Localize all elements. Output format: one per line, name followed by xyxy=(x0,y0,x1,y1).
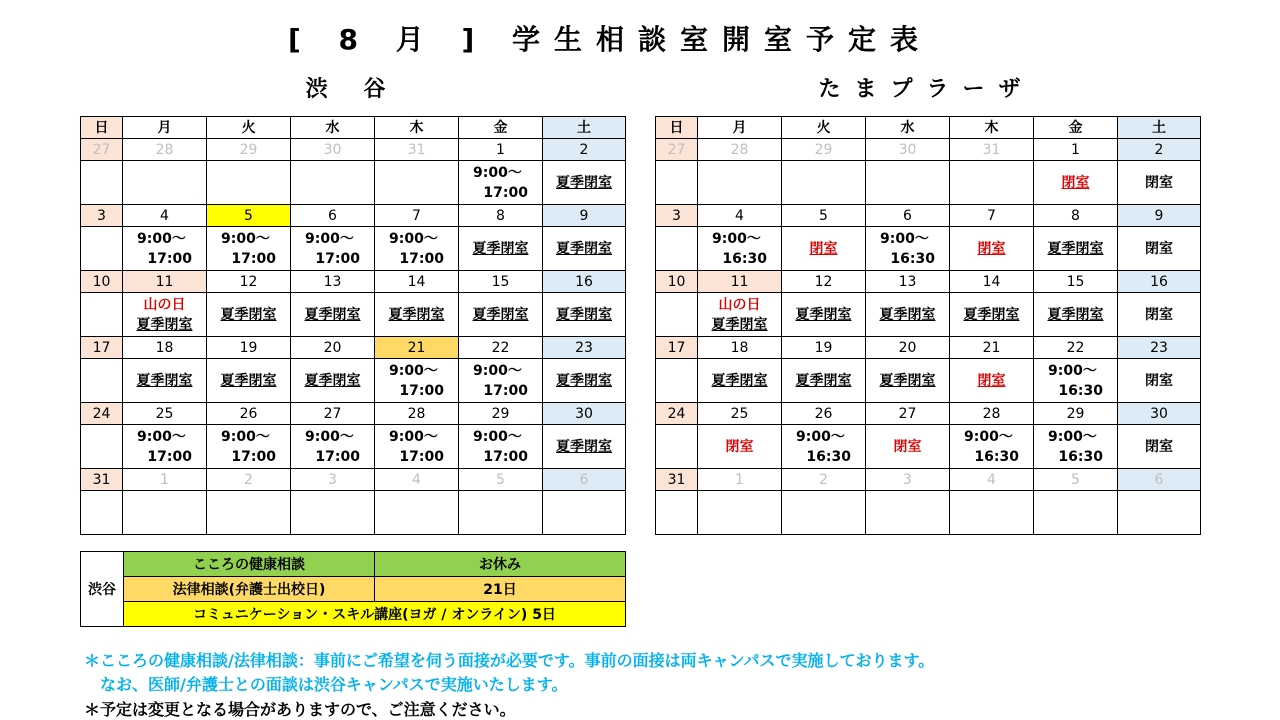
day-number: 24 xyxy=(81,403,123,425)
day-schedule xyxy=(291,359,375,403)
day-schedule xyxy=(1118,161,1201,205)
day-schedule xyxy=(543,227,626,271)
service-counseling-name: こころの健康相談 xyxy=(124,552,375,577)
day-number: 29 xyxy=(207,139,291,161)
day-number: 19 xyxy=(207,337,291,359)
note-line-3: ＊予定は変更となる場合がありますので、ご注意ください。 xyxy=(84,700,516,719)
schedule-text: 夏季閉室 xyxy=(556,174,612,191)
schedule-text: 夏季閉室 xyxy=(711,316,768,333)
schedule-text: 17:00 xyxy=(399,448,444,465)
day-number: 30 xyxy=(866,139,950,161)
service-counseling-value: お休み xyxy=(375,552,626,577)
day-schedule xyxy=(291,491,375,535)
schedule-text: 17:00 xyxy=(315,448,360,465)
schedule-text: 17:00 xyxy=(399,250,444,267)
day-number: 25 xyxy=(123,403,207,425)
day-schedule xyxy=(291,227,375,271)
day-schedule xyxy=(123,425,207,469)
day-number: 17 xyxy=(656,337,698,359)
schedule-text: 17:00 xyxy=(399,382,444,399)
day-number: 28 xyxy=(698,139,782,161)
day-schedule xyxy=(656,227,698,271)
day-schedule xyxy=(81,293,123,337)
day-number: 28 xyxy=(375,403,459,425)
day-schedule xyxy=(1034,161,1118,205)
schedule-text: 9:00〜 xyxy=(137,230,186,247)
day-schedule xyxy=(656,161,698,205)
schedule-text: 閉室 xyxy=(1061,174,1090,191)
schedule-text: 夏季閉室 xyxy=(472,306,529,323)
day-schedule xyxy=(291,425,375,469)
schedule-text: 9:00〜 xyxy=(221,230,270,247)
day-schedule xyxy=(698,491,782,535)
day-schedule xyxy=(123,161,207,205)
day-schedule xyxy=(866,293,950,337)
day-schedule xyxy=(375,491,459,535)
day-number: 31 xyxy=(81,469,123,491)
schedule-text: 夏季閉室 xyxy=(556,372,612,389)
service-legal-value: 21日 xyxy=(375,577,626,602)
day-schedule xyxy=(81,491,123,535)
weekday-header: 木 xyxy=(375,117,459,139)
schedule-text: 夏季閉室 xyxy=(963,306,1020,323)
day-schedule xyxy=(543,161,626,205)
day-number: 20 xyxy=(291,337,375,359)
day-number: 5 xyxy=(1034,469,1118,491)
day-number: 8 xyxy=(459,205,543,227)
day-number: 6 xyxy=(866,205,950,227)
day-schedule xyxy=(543,425,626,469)
day-schedule xyxy=(207,161,291,205)
day-schedule xyxy=(81,359,123,403)
schedule-text: 夏季閉室 xyxy=(220,306,277,323)
day-schedule xyxy=(1034,425,1118,469)
day-schedule xyxy=(1118,491,1201,535)
day-number: 1 xyxy=(698,469,782,491)
schedule-text: 夏季閉室 xyxy=(304,372,361,389)
day-schedule xyxy=(950,491,1034,535)
day-schedule xyxy=(656,359,698,403)
day-schedule xyxy=(375,227,459,271)
schedule-text: 9:00〜 xyxy=(221,428,270,445)
schedule-text: 17:00 xyxy=(315,250,360,267)
note-line-2: なお、医師/弁護士との面談は渋谷キャンパスで実施いたします。 xyxy=(100,675,568,694)
calendar-tama xyxy=(655,116,1201,535)
day-number: 26 xyxy=(782,403,866,425)
schedule-text: 夏季閉室 xyxy=(304,306,361,323)
day-schedule xyxy=(1118,227,1201,271)
day-schedule xyxy=(459,491,543,535)
weekday-header: 日 xyxy=(81,117,123,139)
day-number: 20 xyxy=(866,337,950,359)
day-number: 4 xyxy=(950,469,1034,491)
note-line-1: ＊こころの健康相談/法律相談：事前にご希望を伺う面接が必要です。事前の面接は両キャンパスで実施しております。 xyxy=(84,651,935,670)
day-number: 13 xyxy=(866,271,950,293)
schedule-text: 夏季閉室 xyxy=(879,306,936,323)
day-number: 14 xyxy=(950,271,1034,293)
schedule-text: 夏季閉室 xyxy=(1047,306,1104,323)
day-schedule xyxy=(656,425,698,469)
day-number: 12 xyxy=(782,271,866,293)
day-number: 6 xyxy=(291,205,375,227)
day-schedule xyxy=(698,293,782,337)
schedule-text: 17:00 xyxy=(147,250,192,267)
day-schedule xyxy=(543,491,626,535)
schedule-text: 夏季閉室 xyxy=(556,306,612,323)
day-number: 1 xyxy=(459,139,543,161)
day-number: 27 xyxy=(656,139,698,161)
day-schedule xyxy=(123,293,207,337)
schedule-text: 9:00〜 xyxy=(473,428,522,445)
schedule-text: 9:00〜 xyxy=(389,362,438,379)
schedule-text: 16:30 xyxy=(974,448,1019,465)
day-number: 22 xyxy=(1034,337,1118,359)
day-number: 25 xyxy=(698,403,782,425)
schedule-text: 夏季閉室 xyxy=(556,438,612,455)
day-number: 11 xyxy=(698,271,782,293)
schedule-text: 9:00〜 xyxy=(305,428,354,445)
day-number: 24 xyxy=(656,403,698,425)
weekday-header: 金 xyxy=(1034,117,1118,139)
schedule-text: 9:00〜 xyxy=(1048,428,1097,445)
day-schedule xyxy=(866,359,950,403)
day-number: 9 xyxy=(1118,205,1201,227)
day-number: 5 xyxy=(459,469,543,491)
day-number: 10 xyxy=(81,271,123,293)
day-schedule xyxy=(866,227,950,271)
services-campus-label: 渋谷 xyxy=(81,552,124,627)
day-schedule xyxy=(1118,425,1201,469)
day-schedule xyxy=(656,491,698,535)
day-schedule xyxy=(207,293,291,337)
day-number: 31 xyxy=(375,139,459,161)
day-schedule xyxy=(782,293,866,337)
day-schedule xyxy=(950,293,1034,337)
day-number: 4 xyxy=(375,469,459,491)
day-schedule xyxy=(543,359,626,403)
holiday-label: 山の日 xyxy=(718,296,761,313)
day-number: 3 xyxy=(656,205,698,227)
weekday-header: 土 xyxy=(543,117,626,139)
day-number: 2 xyxy=(543,139,626,161)
day-schedule xyxy=(207,359,291,403)
day-schedule xyxy=(1034,227,1118,271)
day-number: 14 xyxy=(375,271,459,293)
day-schedule xyxy=(375,359,459,403)
schedule-text: 夏季閉室 xyxy=(1047,240,1104,257)
day-schedule xyxy=(656,293,698,337)
day-number: 28 xyxy=(123,139,207,161)
schedule-text: 17:00 xyxy=(483,184,528,201)
schedule-text: 9:00〜 xyxy=(880,230,929,247)
day-number: 4 xyxy=(123,205,207,227)
day-schedule xyxy=(207,227,291,271)
day-schedule xyxy=(950,425,1034,469)
day-schedule xyxy=(698,161,782,205)
day-schedule xyxy=(375,161,459,205)
day-number: 2 xyxy=(1118,139,1201,161)
weekday-header: 月 xyxy=(123,117,207,139)
day-number: 10 xyxy=(656,271,698,293)
day-number: 30 xyxy=(1118,403,1201,425)
schedule-text: 閉室 xyxy=(1145,438,1173,455)
schedule-text: 17:00 xyxy=(483,382,528,399)
schedule-text: 夏季閉室 xyxy=(879,372,936,389)
day-schedule xyxy=(459,425,543,469)
day-schedule xyxy=(950,227,1034,271)
day-schedule xyxy=(698,425,782,469)
schedule-text: 17:00 xyxy=(483,448,528,465)
day-number: 13 xyxy=(291,271,375,293)
schedule-text: 9:00〜 xyxy=(1048,362,1097,379)
day-number: 21 xyxy=(375,337,459,359)
day-number: 23 xyxy=(1118,337,1201,359)
day-number: 8 xyxy=(1034,205,1118,227)
weekday-header: 火 xyxy=(207,117,291,139)
day-number: 19 xyxy=(782,337,866,359)
calendar-shibuya xyxy=(80,116,626,535)
services-table xyxy=(80,551,626,627)
weekday-header: 水 xyxy=(291,117,375,139)
schedule-text: 閉室 xyxy=(1145,372,1173,389)
day-number: 6 xyxy=(1118,469,1201,491)
day-number: 2 xyxy=(782,469,866,491)
day-schedule xyxy=(1034,491,1118,535)
day-schedule xyxy=(291,161,375,205)
schedule-text: 閉室 xyxy=(1145,306,1173,323)
day-schedule xyxy=(123,491,207,535)
day-schedule xyxy=(1118,293,1201,337)
schedule-text: 9:00〜 xyxy=(796,428,845,445)
day-number: 31 xyxy=(656,469,698,491)
day-number: 18 xyxy=(123,337,207,359)
weekday-header: 月 xyxy=(698,117,782,139)
schedule-text: 夏季閉室 xyxy=(711,372,768,389)
schedule-text: 16:30 xyxy=(806,448,851,465)
schedule-text: 16:30 xyxy=(722,250,767,267)
day-schedule xyxy=(459,161,543,205)
day-schedule xyxy=(291,293,375,337)
weekday-header: 金 xyxy=(459,117,543,139)
day-number: 16 xyxy=(543,271,626,293)
page-title: [ 8 月 ] 学生相談室開室予定表 xyxy=(287,23,933,56)
day-number: 21 xyxy=(950,337,1034,359)
day-schedule xyxy=(81,227,123,271)
schedule-text: 9:00〜 xyxy=(473,164,522,181)
day-number: 1 xyxy=(123,469,207,491)
schedule-text: 夏季閉室 xyxy=(136,316,193,333)
day-schedule xyxy=(207,425,291,469)
day-number: 3 xyxy=(291,469,375,491)
day-number: 1 xyxy=(1034,139,1118,161)
day-number: 29 xyxy=(459,403,543,425)
day-number: 29 xyxy=(782,139,866,161)
schedule-text: 16:30 xyxy=(890,250,935,267)
schedule-text: 16:30 xyxy=(1058,382,1103,399)
day-number: 27 xyxy=(866,403,950,425)
schedule-text: 9:00〜 xyxy=(389,428,438,445)
weekday-header: 水 xyxy=(866,117,950,139)
day-number: 7 xyxy=(950,205,1034,227)
weekday-header: 木 xyxy=(950,117,1034,139)
day-number: 15 xyxy=(1034,271,1118,293)
schedule-text: 9:00〜 xyxy=(712,230,761,247)
schedule-text: 閉室 xyxy=(1145,174,1173,191)
day-schedule xyxy=(950,359,1034,403)
holiday-label: 山の日 xyxy=(143,296,186,313)
day-schedule xyxy=(459,227,543,271)
schedule-text: 閉室 xyxy=(977,240,1006,257)
campus-title-shibuya: 渋 谷 xyxy=(305,77,400,102)
day-number: 2 xyxy=(207,469,291,491)
day-schedule xyxy=(698,359,782,403)
day-schedule xyxy=(1034,359,1118,403)
day-number: 27 xyxy=(81,139,123,161)
schedule-text: 夏季閉室 xyxy=(795,306,852,323)
day-schedule xyxy=(782,227,866,271)
day-number: 12 xyxy=(207,271,291,293)
schedule-text: 17:00 xyxy=(147,448,192,465)
day-number: 31 xyxy=(950,139,1034,161)
day-schedule xyxy=(123,359,207,403)
schedule-text: 16:30 xyxy=(1058,448,1103,465)
day-schedule xyxy=(375,425,459,469)
day-number: 23 xyxy=(543,337,626,359)
schedule-text: 閉室 xyxy=(809,240,838,257)
day-schedule xyxy=(866,161,950,205)
day-schedule xyxy=(123,227,207,271)
day-schedule xyxy=(950,161,1034,205)
day-number: 16 xyxy=(1118,271,1201,293)
schedule-text: 夏季閉室 xyxy=(136,372,193,389)
schedule-text: 17:00 xyxy=(231,448,276,465)
schedule-text: 夏季閉室 xyxy=(795,372,852,389)
schedule-text: 閉室 xyxy=(1145,240,1173,257)
schedule-text: 閉室 xyxy=(893,438,922,455)
day-schedule xyxy=(207,491,291,535)
day-schedule xyxy=(782,161,866,205)
schedule-text: 9:00〜 xyxy=(137,428,186,445)
weekday-header: 日 xyxy=(656,117,698,139)
day-number: 11 xyxy=(123,271,207,293)
day-schedule xyxy=(782,359,866,403)
day-schedule xyxy=(543,293,626,337)
schedule-text: 9:00〜 xyxy=(964,428,1013,445)
day-schedule xyxy=(81,161,123,205)
day-schedule xyxy=(81,425,123,469)
day-schedule xyxy=(459,359,543,403)
day-number: 4 xyxy=(698,205,782,227)
day-schedule xyxy=(459,293,543,337)
campus-title-tama: たまプラーザ xyxy=(818,77,1035,102)
day-number: 7 xyxy=(375,205,459,227)
day-number: 17 xyxy=(81,337,123,359)
day-number: 15 xyxy=(459,271,543,293)
service-communication-skill: コミュニケーション・スキル講座(ヨガ / オンライン) 5日 xyxy=(124,602,626,627)
schedule-text: 閉室 xyxy=(977,372,1006,389)
schedule-text: 9:00〜 xyxy=(473,362,522,379)
schedule-text: 17:00 xyxy=(231,250,276,267)
day-schedule xyxy=(782,491,866,535)
day-number: 6 xyxy=(543,469,626,491)
day-schedule xyxy=(698,227,782,271)
schedule-text: 夏季閉室 xyxy=(556,240,612,257)
day-number: 3 xyxy=(81,205,123,227)
schedule-text: 夏季閉室 xyxy=(388,306,445,323)
day-number: 3 xyxy=(866,469,950,491)
weekday-header: 火 xyxy=(782,117,866,139)
schedule-text: 夏季閉室 xyxy=(220,372,277,389)
day-number: 22 xyxy=(459,337,543,359)
day-schedule xyxy=(866,425,950,469)
schedule-text: 9:00〜 xyxy=(389,230,438,247)
weekday-header: 土 xyxy=(1118,117,1201,139)
day-number: 26 xyxy=(207,403,291,425)
day-number: 5 xyxy=(207,205,291,227)
day-schedule xyxy=(866,491,950,535)
day-number: 5 xyxy=(782,205,866,227)
day-schedule xyxy=(1034,293,1118,337)
day-number: 30 xyxy=(291,139,375,161)
schedule-text: 閉室 xyxy=(725,438,754,455)
day-schedule xyxy=(375,293,459,337)
day-number: 9 xyxy=(543,205,626,227)
service-legal-name: 法律相談(弁護士出校日) xyxy=(124,577,375,602)
day-number: 18 xyxy=(698,337,782,359)
schedule-text: 9:00〜 xyxy=(305,230,354,247)
day-number: 29 xyxy=(1034,403,1118,425)
day-number: 30 xyxy=(543,403,626,425)
day-schedule xyxy=(782,425,866,469)
day-schedule xyxy=(1118,359,1201,403)
day-number: 27 xyxy=(291,403,375,425)
schedule-text: 夏季閉室 xyxy=(472,240,529,257)
day-number: 28 xyxy=(950,403,1034,425)
